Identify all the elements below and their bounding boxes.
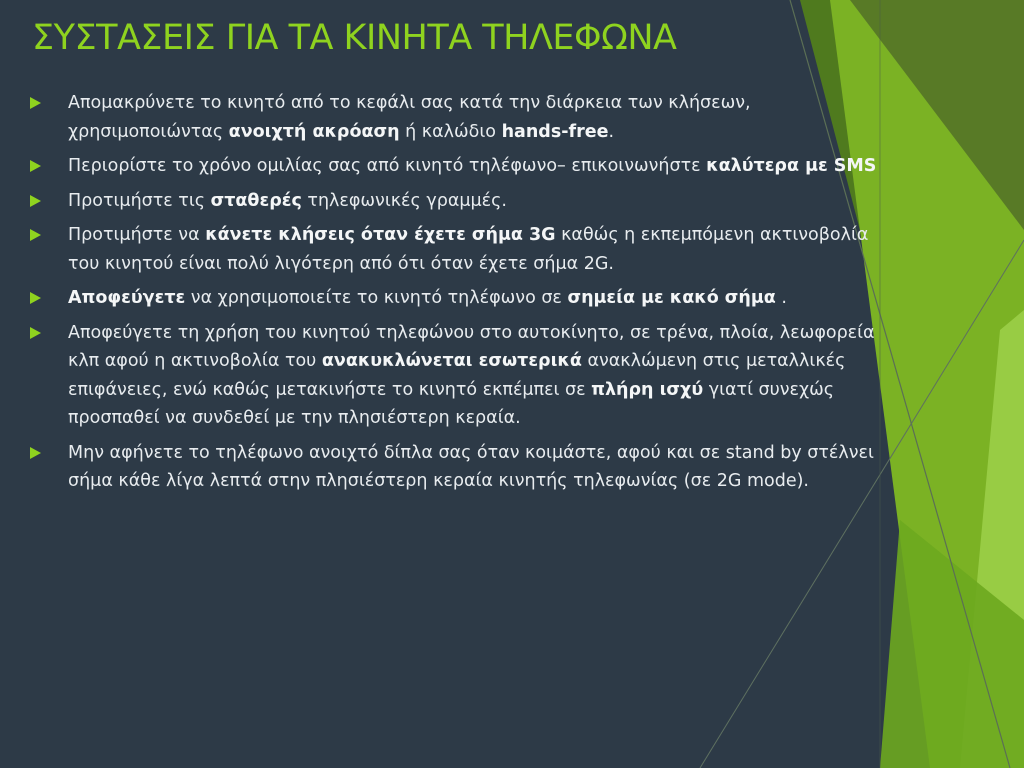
- bold-text: ανακυκλώνεται εσωτερικά: [321, 351, 582, 371]
- bullet-text: [68, 187, 900, 216]
- triangle-right-icon: [30, 439, 68, 467]
- bullet-text: [68, 152, 900, 181]
- bold-text: σημεία με κακό σήμα: [567, 288, 776, 308]
- bullet-text: [68, 439, 900, 496]
- text-run: Αποφεύγετε τη χρήση του κινητού τηλεφώνου στο αυτοκίνητο, σε τρένα, πλοία, λεωφορεία κλπ αφού η ακτινοβολία του: [68, 322, 875, 371]
- bullet-item: [30, 89, 900, 146]
- bold-text: ανοιχτή ακρόαση: [228, 121, 400, 142]
- text-run: ή καλώδιο: [399, 121, 502, 142]
- triangle-right-icon: [30, 284, 68, 312]
- bullet-item: [30, 152, 900, 181]
- text-run: Προτιμήστε να: [68, 225, 206, 245]
- text-run: γιατί συνεχώς προσπαθεί να συνδεθεί με την πλησιέστερη κεραία.: [68, 379, 835, 428]
- triangle-right-icon: [30, 221, 68, 249]
- bullet-item: [30, 221, 900, 278]
- text-run: Μην αφήνετε το τηλέφωνο ανοιχτό δίπλα σας όταν κοιμάστε, αφού και σε stand by στέλνει σήμα κάθε λίγα λεπτά στην πλησιέστερη κεραία κινητής τηλεφωνίας (σε 2G mode).: [68, 442, 874, 491]
- bold-text: καλύτερα με SMS: [706, 156, 877, 176]
- bold-text: Αποφεύγετε: [68, 288, 186, 308]
- text-run: Προτιμήστε τις: [68, 190, 211, 211]
- bullet-item: [30, 284, 900, 313]
- bullet-text: [68, 319, 900, 433]
- bullet-list: [30, 89, 900, 502]
- bold-text: πλήρη ισχύ: [591, 379, 704, 400]
- bullet-item: [30, 187, 900, 216]
- bullet-text: [68, 89, 900, 146]
- bold-text: hands-free: [501, 121, 609, 142]
- text-run: Περιορίστε το χρόνο ομιλίας σας από κινητό τηλέφωνο– επικοινωνήστε: [68, 156, 707, 176]
- bold-text: σταθερές: [210, 190, 302, 211]
- text-run: τηλεφωνικές γραμμές.: [301, 190, 507, 211]
- bullet-text: [68, 221, 900, 278]
- bold-text: κάνετε κλήσεις όταν έχετε σήμα 3G: [205, 225, 556, 245]
- text-run: Απομακρύνετε το κινητό από το κεφάλι σας κατά την διάρκεια των κλήσεων, χρησιμοποιώντας: [68, 93, 751, 142]
- slide-title: ΣΥΣΤΑΣΕΙΣ ΓΙΑ ΤΑ ΚΙΝΗΤΑ ΤΗΛΕΦΩΝΑ: [32, 18, 677, 58]
- triangle-right-icon: [30, 152, 68, 180]
- bullet-item: [30, 319, 900, 433]
- triangle-right-icon: [30, 319, 68, 347]
- bullet-item: [30, 439, 900, 496]
- triangle-right-icon: [30, 187, 68, 215]
- triangle-right-icon: [30, 89, 68, 117]
- text-run: να χρησιμοποιείτε το κινητό τηλέφωνο σε: [185, 288, 568, 308]
- text-run: καθώς η εκπεμπόμενη ακτινοβολία του κινητού είναι πολύ λιγότερη από ότι όταν έχετε σήμα 2G.: [68, 225, 869, 274]
- text-run: .: [608, 121, 615, 142]
- text-run: .: [775, 288, 787, 308]
- text-run: ανακλώμενη στις μεταλλικές επιφάνειες, ενώ καθώς μετακινήστε το κινητό εκπέμπει σε: [68, 351, 846, 400]
- bullet-text: [68, 284, 900, 313]
